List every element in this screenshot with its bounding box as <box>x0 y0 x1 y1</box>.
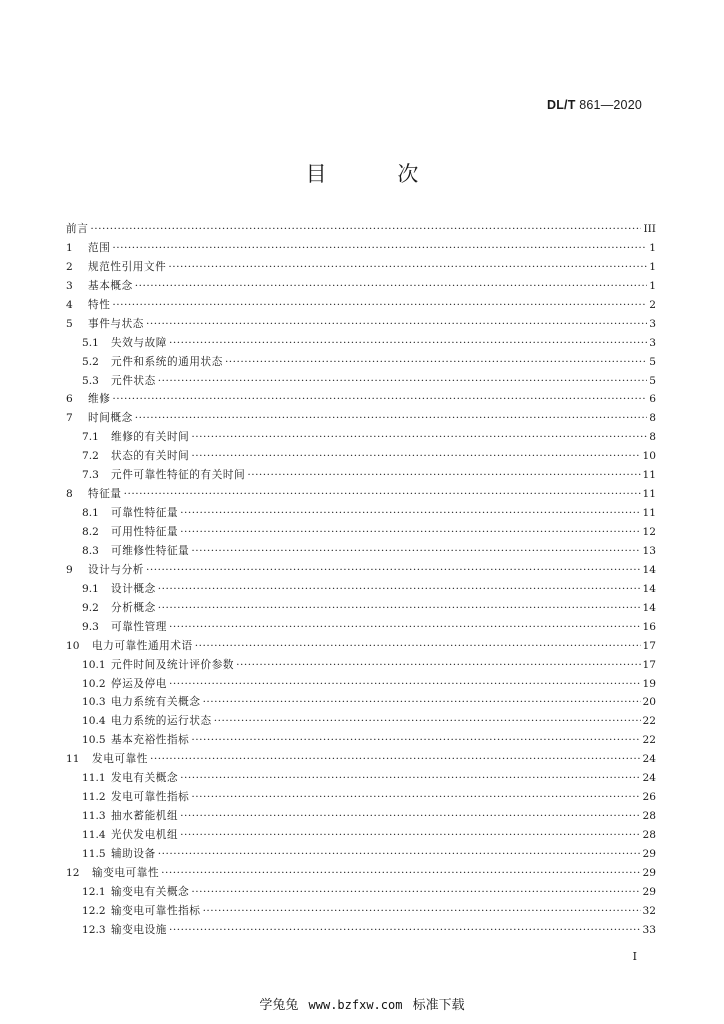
toc-entry-number: 10 <box>66 639 80 652</box>
toc-leader-dots <box>146 315 647 334</box>
toc-leader-dots <box>158 580 641 599</box>
toc-entry-title: 输变电有关概念 <box>111 885 190 898</box>
toc-entry-title: 状态的有关时间 <box>111 450 190 463</box>
toc-entry-number: 10.3 <box>82 696 106 709</box>
toc-entry-number: 5.3 <box>82 374 99 387</box>
toc-leader-dots <box>158 599 641 618</box>
toc-entry-title: 电力可靠性通用术语 <box>92 639 193 652</box>
toc-entry-title: 分析概念 <box>111 601 156 614</box>
toc-leader-dots <box>112 390 647 409</box>
toc-entry[interactable] <box>66 334 656 353</box>
standard-code <box>547 98 642 112</box>
toc-entry[interactable] <box>66 447 656 466</box>
toc-leader-dots <box>191 542 640 561</box>
toc-leader-dots <box>124 485 641 504</box>
toc-entry-title: 维修 <box>88 393 111 406</box>
toc-entry-number: 8.3 <box>82 544 99 557</box>
toc-leader-dots <box>168 258 647 277</box>
toc-entry[interactable] <box>66 466 656 485</box>
toc-entry[interactable] <box>66 618 656 637</box>
toc-entry-page: 17 <box>642 658 656 671</box>
toc-entry-number: 3 <box>66 279 73 292</box>
toc-entry-number: 4 <box>66 298 73 311</box>
toc-entry-title: 前言 <box>66 223 89 235</box>
toc-entry-page: 8 <box>649 412 656 425</box>
toc-entry-number: 7.2 <box>82 450 99 463</box>
toc-entry-number: 11 <box>66 753 80 766</box>
toc-entry-number: 8.1 <box>82 507 99 520</box>
toc-entry[interactable] <box>66 769 656 788</box>
toc-entry-page: 6 <box>649 393 656 406</box>
toc-entry[interactable] <box>66 656 656 675</box>
toc-leader-dots <box>236 656 640 675</box>
toc-leader-dots <box>180 826 640 845</box>
toc-entry-page: 26 <box>642 791 656 804</box>
toc-entry-title: 发电可靠性指标 <box>111 791 190 804</box>
toc-entry-page: 17 <box>642 639 656 652</box>
toc-entry[interactable] <box>66 277 656 296</box>
toc-entry[interactable] <box>66 864 656 883</box>
toc-entry-page: 14 <box>642 601 656 614</box>
toc-entry-title: 电力系统的运行状态 <box>111 715 212 728</box>
toc-leader-dots <box>214 712 641 731</box>
toc-leader-dots <box>180 504 640 523</box>
toc-entry-number: 11.4 <box>82 829 106 841</box>
toc-entry-page: 3 <box>649 336 656 349</box>
toc-leader-dots <box>161 864 640 883</box>
toc-entry-title: 元件可靠性特征的有关时间 <box>111 469 246 482</box>
toc-leader-dots <box>191 447 640 466</box>
toc-entry-title: 输变电可靠性指标 <box>111 904 201 917</box>
toc-entry-title: 规范性引用文件 <box>88 260 167 273</box>
toc-entry[interactable] <box>66 902 656 921</box>
toc-entry-number: 12.3 <box>82 923 106 936</box>
toc-entry-page: 16 <box>642 620 656 633</box>
toc-entry-title: 元件状态 <box>111 374 156 387</box>
toc-entry[interactable] <box>66 788 656 807</box>
toc-entry-page: 11 <box>642 469 656 482</box>
toc-entry[interactable] <box>66 845 656 864</box>
toc-entry-number: 10.5 <box>82 734 106 747</box>
footer-site-name: 学兔兔 <box>259 998 299 1013</box>
toc-entry-page: 12 <box>642 526 656 538</box>
toc-entry-title: 时间概念 <box>88 412 133 425</box>
toc-entry-number: 11.5 <box>82 847 106 860</box>
toc-leader-dots <box>150 750 641 769</box>
toc-entry[interactable] <box>66 542 656 561</box>
toc-entry-title: 基本充裕性指标 <box>111 734 190 747</box>
toc-entry-page: 11 <box>642 507 656 520</box>
toc-leader-dots <box>112 296 647 315</box>
toc-entry[interactable] <box>66 826 656 845</box>
toc-leader-dots <box>169 618 641 637</box>
toc-entry[interactable] <box>66 580 656 599</box>
toc-entry-page: 22 <box>642 734 656 747</box>
toc-entry-number: 10.2 <box>82 677 106 690</box>
toc-entry-title: 维修的有关时间 <box>111 431 190 444</box>
toc-entry-title: 基本概念 <box>88 279 133 292</box>
toc-entry[interactable] <box>66 921 656 940</box>
toc-entry-page: 2 <box>649 298 656 311</box>
toc-entry-title: 可用性特征量 <box>111 526 179 538</box>
toc-entry-number: 5.2 <box>82 355 99 368</box>
toc-entry[interactable] <box>66 220 656 239</box>
toc-entry[interactable] <box>66 390 656 409</box>
toc-entry[interactable] <box>66 504 656 523</box>
toc-entry-page: 14 <box>642 563 656 576</box>
toc-entry-number: 9.1 <box>82 582 99 595</box>
toc-leader-dots <box>112 239 647 258</box>
toc-entry-page: 32 <box>642 904 656 917</box>
toc-leader-dots <box>180 523 640 542</box>
toc-entry-title: 范围 <box>88 241 111 254</box>
toc-leader-dots <box>191 731 640 750</box>
toc-entry-page: 11 <box>642 488 656 501</box>
toc-entry-page: 28 <box>642 829 656 841</box>
toc-entry[interactable] <box>66 731 656 750</box>
toc-entry-title: 发电可靠性 <box>92 753 148 766</box>
toc-leader-dots <box>158 845 641 864</box>
toc-entry-number: 8.2 <box>82 526 99 538</box>
toc-leader-dots <box>180 769 640 788</box>
toc-entry-page: 29 <box>642 866 656 879</box>
toc-entry-number: 8 <box>66 488 73 501</box>
toc-entry-number: 11.1 <box>82 772 106 785</box>
toc-entry[interactable] <box>66 523 656 542</box>
toc-entry[interactable] <box>66 750 656 769</box>
toc-leader-dots <box>191 883 640 902</box>
toc-entry-number: 12.1 <box>82 885 106 898</box>
toc-entry-page: 5 <box>649 374 656 387</box>
toc-leader-dots <box>203 902 641 921</box>
toc-leader-dots <box>195 637 641 656</box>
toc-entry-page: 1 <box>649 279 656 292</box>
toc-entry-page: 1 <box>649 241 656 254</box>
toc-entry[interactable] <box>66 599 656 618</box>
toc-entry[interactable] <box>66 693 656 712</box>
toc-entry-number: 7.3 <box>82 469 99 482</box>
toc-leader-dots <box>158 372 647 391</box>
toc-entry-page: 29 <box>642 885 656 898</box>
toc-entry-title: 可靠性特征量 <box>111 507 179 520</box>
toc-entry-title: 可靠性管理 <box>111 620 167 633</box>
toc-entry-number: 7.1 <box>82 431 99 444</box>
toc-entry[interactable] <box>66 315 656 334</box>
toc-entry-page: 8 <box>649 431 656 444</box>
toc-entry-page: 22 <box>642 715 656 728</box>
toc-entry-title: 可维修性特征量 <box>111 544 190 557</box>
toc-entry-page: 19 <box>642 677 656 690</box>
toc-entry-number: 12 <box>66 866 80 879</box>
page-title: 目 次 <box>305 162 451 186</box>
toc-entry-number: 5.1 <box>82 336 99 349</box>
toc-entry-page: 24 <box>642 753 656 766</box>
toc-entry-number: 7 <box>66 412 73 425</box>
toc-entry-number: 11.2 <box>82 791 106 804</box>
toc-entry-page: 14 <box>642 582 656 595</box>
toc-entry-number: 9.3 <box>82 620 99 633</box>
toc-entry-number: 2 <box>66 260 73 273</box>
toc-entry[interactable] <box>66 296 656 315</box>
toc-entry[interactable] <box>66 258 656 277</box>
toc-entry[interactable] <box>66 807 656 826</box>
toc-entry-page: 1 <box>649 260 656 273</box>
toc-entry[interactable] <box>66 372 656 391</box>
toc-leader-dots <box>191 428 647 447</box>
standard-code-suffix: 861—2020 <box>575 98 642 112</box>
toc-entry-number: 10.1 <box>82 658 106 671</box>
toc-entry-title: 特性 <box>88 298 111 311</box>
toc-entry-number: 12.2 <box>82 904 106 917</box>
footer-watermark <box>0 994 724 1013</box>
toc-entry[interactable] <box>66 409 656 428</box>
page-number: I <box>632 950 637 963</box>
toc-entry-title: 输变电设施 <box>111 923 167 936</box>
toc-entry-title: 停运及停电 <box>111 677 167 690</box>
toc-entry-number: 1 <box>66 241 73 254</box>
toc-entry[interactable] <box>66 675 656 694</box>
toc-entry-title: 辅助设备 <box>111 847 156 860</box>
toc-leader-dots <box>203 693 641 712</box>
toc-entry-title: 特征量 <box>88 488 122 501</box>
toc-leader-dots <box>225 353 647 372</box>
toc-leader-dots <box>146 561 641 580</box>
toc-entry-title: 输变电可靠性 <box>92 866 160 879</box>
toc-leader-dots <box>135 409 647 428</box>
standard-code-prefix: DL/T <box>546 98 576 112</box>
toc-entry-page: 3 <box>649 317 656 330</box>
toc-leader-dots <box>169 921 641 940</box>
toc-entry-title: 事件与状态 <box>88 317 144 330</box>
toc-entry-title: 失效与故障 <box>111 336 167 349</box>
toc-entry[interactable] <box>66 637 656 656</box>
toc-entry[interactable] <box>66 239 656 258</box>
toc-entry-title: 设计与分析 <box>88 563 144 576</box>
toc-entry-title: 光伏发电机组 <box>111 829 179 841</box>
toc-entry-number: 11.3 <box>82 810 106 823</box>
toc-entry-page: 5 <box>649 355 656 368</box>
toc-entry[interactable] <box>66 883 656 902</box>
toc-entry-number: 9.2 <box>82 601 99 614</box>
toc-entry-title: 抽水蓄能机组 <box>111 810 179 823</box>
toc-leader-dots <box>169 334 647 353</box>
toc-entry-number: 5 <box>66 317 73 330</box>
toc-leader-dots <box>169 675 641 694</box>
toc-entry-title: 设计概念 <box>111 582 156 595</box>
toc-entry-page: 33 <box>642 923 656 936</box>
toc-entry-title: 元件时间及统计评价参数 <box>111 658 235 671</box>
toc-entry[interactable] <box>66 485 656 504</box>
toc-entry-title: 元件和系统的通用状态 <box>111 355 223 368</box>
toc-leader-dots <box>247 466 640 485</box>
toc-entry[interactable] <box>66 428 656 447</box>
toc-entry-page: 20 <box>642 696 656 709</box>
toc-entry-page: 24 <box>642 772 656 785</box>
toc-entry-number: 6 <box>66 393 73 406</box>
toc-leader-dots <box>191 788 640 807</box>
toc-entry-number: 10.4 <box>82 715 106 728</box>
toc-entry-page: 28 <box>642 810 656 823</box>
toc-entry-page: 10 <box>642 450 656 463</box>
toc-entry[interactable] <box>66 712 656 731</box>
toc-entry-title: 发电有关概念 <box>111 772 179 785</box>
toc-entry[interactable] <box>66 353 656 372</box>
toc-leader-dots <box>180 807 640 826</box>
table-of-contents <box>66 220 656 940</box>
toc-entry-title: 电力系统有关概念 <box>111 696 201 709</box>
toc-entry-page: 13 <box>642 544 656 557</box>
toc-entry-number: 9 <box>66 563 73 576</box>
toc-entry[interactable] <box>66 561 656 580</box>
toc-leader-dots <box>90 220 641 239</box>
footer-tagline: 标准下载 <box>412 998 465 1013</box>
toc-entry-page: III <box>643 223 656 235</box>
toc-entry-page: 29 <box>642 847 656 860</box>
toc-leader-dots <box>135 277 647 296</box>
footer-url[interactable]: www.bzfxw.com <box>308 998 403 1012</box>
